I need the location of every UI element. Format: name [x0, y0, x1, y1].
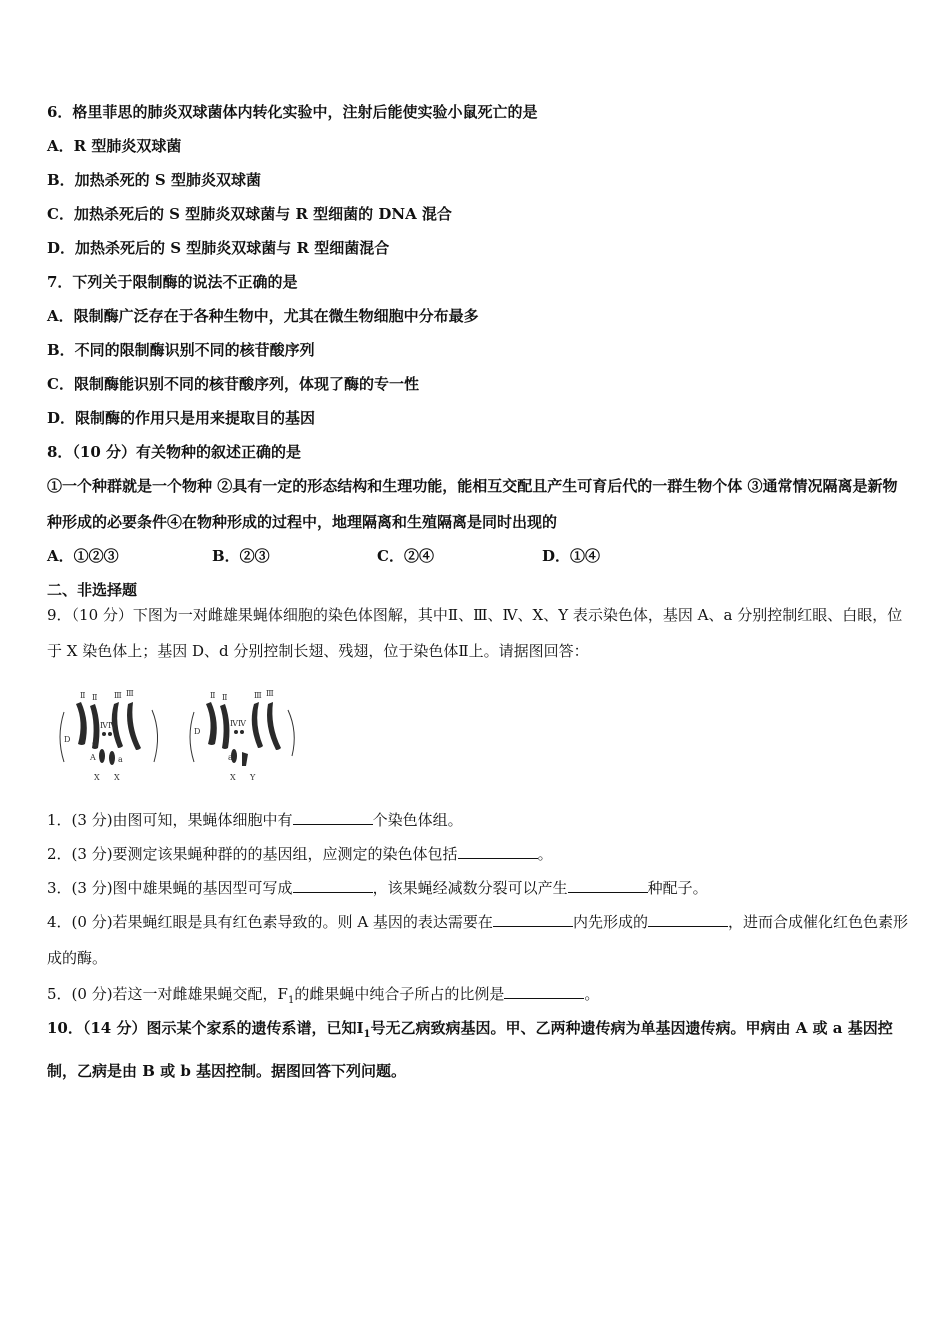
female-chromosome-x-1	[99, 749, 105, 763]
label-m-ii-1: Ⅱ	[210, 691, 216, 700]
q9-sub3-text-b: ，该果蝇经减数分裂可以产生	[372, 879, 568, 897]
label-m-d-lower: d	[224, 735, 230, 744]
label-f-x-1: X	[94, 773, 100, 782]
label-m-ii-2: Ⅱ	[222, 693, 228, 702]
label-f-a-lower: a	[118, 755, 123, 764]
male-cell-arc-left	[190, 712, 194, 762]
label-f-iii-1: Ⅲ	[114, 691, 122, 700]
q10-text-a: 10．（14 分）图示某个家系的遗传系谱，已知Ⅰ	[47, 1019, 364, 1037]
q9-sub1-blank[interactable]	[293, 810, 373, 825]
q7-option-d: D．限制酶的作用只是用来提取目的基因	[47, 409, 316, 427]
q9-sub3-blank-1[interactable]	[293, 878, 373, 893]
q8-option-c: C．②④	[377, 547, 434, 565]
q9-sub4-blank-1[interactable]	[493, 912, 573, 927]
female-cell-arc-right	[152, 710, 158, 762]
label-f-iii-2: Ⅲ	[126, 689, 134, 698]
male-chromosome-iii-1	[252, 702, 263, 748]
q9-sub1-text-a: 1．(3 分)由图可知，果蝇体细胞中有	[47, 811, 293, 829]
male-chromosome-ii-1	[206, 702, 217, 745]
label-m-d-upper: D	[194, 727, 201, 736]
female-chromosome-iv-1	[102, 732, 106, 736]
label-m-a: a	[228, 753, 233, 762]
q8-option-b: B．②③	[212, 547, 270, 565]
chromosome-diagram	[52, 682, 312, 786]
q6-option-a: A．R 型肺炎双球菌	[47, 137, 182, 155]
q10-subscript: 1	[363, 1029, 371, 1040]
q9-sub5-text-c: 。	[584, 985, 600, 1003]
q10-stem	[47, 1010, 909, 1089]
q7-stem: 7．下列关于限制酶的说法不正确的是	[47, 273, 298, 291]
label-f-a-upper: A	[90, 753, 96, 762]
q6-stem: 6．格里菲思的肺炎双球菌体内转化实验中，注射后能使实验小鼠死亡的是	[47, 103, 538, 121]
q10-text-b: 号无乙病致病基因。甲、乙两种遗传病为单基因遗传病。甲病由 A 或 a 基因控制，乙病是由 B 或 b 基因控制。据图回答下列问题。	[47, 1019, 893, 1080]
q9-sub4-text-b: 内先形成的	[572, 913, 648, 931]
male-chromosome-iv-2	[240, 730, 244, 734]
female-chromosome-x-2	[109, 751, 115, 765]
label-f-iv-1: Ⅳ	[100, 721, 108, 730]
q9-sub2-text-b: 。	[537, 845, 553, 863]
q9-sub2-text-a: 2．(3 分)要测定该果蝇种群的的基因组，应测定的染色体包括	[47, 845, 458, 863]
q9-sub2-blank[interactable]	[458, 844, 538, 859]
label-m-iii-1: Ⅲ	[254, 691, 262, 700]
q9-sub2	[47, 844, 553, 864]
label-f-ii-1: Ⅱ	[80, 691, 86, 700]
chromosome-figure	[52, 682, 312, 786]
q9-sub5	[47, 984, 599, 1011]
male-chromosome-iii-2	[267, 702, 281, 750]
q7-option-a: A．限制酶广泛存在于各种生物中，尤其在微生物细胞中分布最多	[47, 307, 479, 325]
q8-stem: 8．（10 分）有关物种的叙述正确的是	[47, 443, 302, 461]
label-m-iv-1: Ⅳ	[230, 719, 238, 728]
label-f-x-2: X	[114, 773, 120, 782]
q9-sub3	[47, 878, 708, 898]
label-m-y: Y	[250, 773, 256, 782]
section-title: 二、非选择题	[47, 581, 138, 599]
label-f-iv-2: Ⅳ	[108, 721, 116, 730]
label-m-x: X	[230, 773, 236, 782]
q6-option-b: B．加热杀死的 S 型肺炎双球菌	[47, 171, 261, 189]
q9-sub3-blank-2[interactable]	[568, 878, 648, 893]
q8-option-a: A．①②③	[47, 547, 119, 565]
q9-sub5-text-a: 5．(0 分)若这一对雌雄果蝇交配，F	[47, 985, 288, 1003]
q9-sub5-blank[interactable]	[504, 984, 584, 999]
q9-sub1	[47, 810, 463, 830]
female-chromosome-iii-2	[127, 702, 141, 750]
q9-sub5-text-b: 的雌果蝇中纯合子所占的比例是	[294, 985, 505, 1003]
q7-option-b: B．不同的限制酶识别不同的核苷酸序列	[47, 341, 315, 359]
label-f-d-upper: D	[64, 735, 71, 744]
label-m-iv-2: Ⅳ	[238, 719, 246, 728]
q9-sub3-text-a: 3．(3 分)图中雄果蝇的基因型可写成	[47, 879, 293, 897]
female-chromosome-ii-1	[76, 702, 87, 745]
q7-option-c: C．限制酶能识别不同的核苷酸序列，体现了酶的专一性	[47, 375, 419, 393]
q9-sub3-text-c: 种配子。	[647, 879, 708, 897]
label-f-ii-2: Ⅱ	[92, 693, 98, 702]
q9-sub4-blank-2[interactable]	[648, 912, 728, 927]
q8-statements: ①一个种群就是一个物种 ②具有一定的形态结构和生理功能，能相互交配且产生可育后代的一群生物个体 ③通常情况隔离是新物种形成的必要条件④在物种形成的过程中，地理隔离和生殖隔离是同时出现的	[47, 477, 898, 531]
male-cell-arc-right	[288, 710, 294, 756]
female-chromosome-iv-2	[108, 732, 112, 736]
q9-sub1-text-b: 个染色体组。	[372, 811, 463, 829]
label-f-d-lower: d	[92, 739, 98, 748]
q9-sub4-text-c: ，进而合成催化红色色素形成的酶。	[47, 913, 908, 967]
q9-sub4	[47, 904, 909, 976]
male-chromosome-iv-1	[234, 730, 238, 734]
q8-option-d: D．①④	[542, 547, 601, 565]
male-chromosome-y	[242, 752, 248, 766]
q9-sub5-subscript: 1	[287, 995, 295, 1006]
q6-option-c: C．加热杀死后的 S 型肺炎双球菌与 R 型细菌的 DNA 混合	[47, 205, 452, 223]
q9-sub4-text-a: 4．(0 分)若果蝇红眼是具有红色素导致的。则 A 基因的表达需要在	[47, 913, 493, 931]
q6-option-d: D．加热杀死后的 S 型肺炎双球菌与 R 型细菌混合	[47, 239, 390, 257]
q9-stem: 9．（10 分）下图为一对雌雄果蝇体细胞的染色体图解，其中Ⅱ、Ⅲ、Ⅳ、X、Y 表示染色体，基因 A、a 分别控制红眼、白眼，位于 X 染色体上；基因 D、d 分别控制长翅、残翅，位于染色体Ⅱ上。请据图回答：	[47, 606, 903, 660]
label-m-iii-2: Ⅲ	[266, 689, 274, 698]
